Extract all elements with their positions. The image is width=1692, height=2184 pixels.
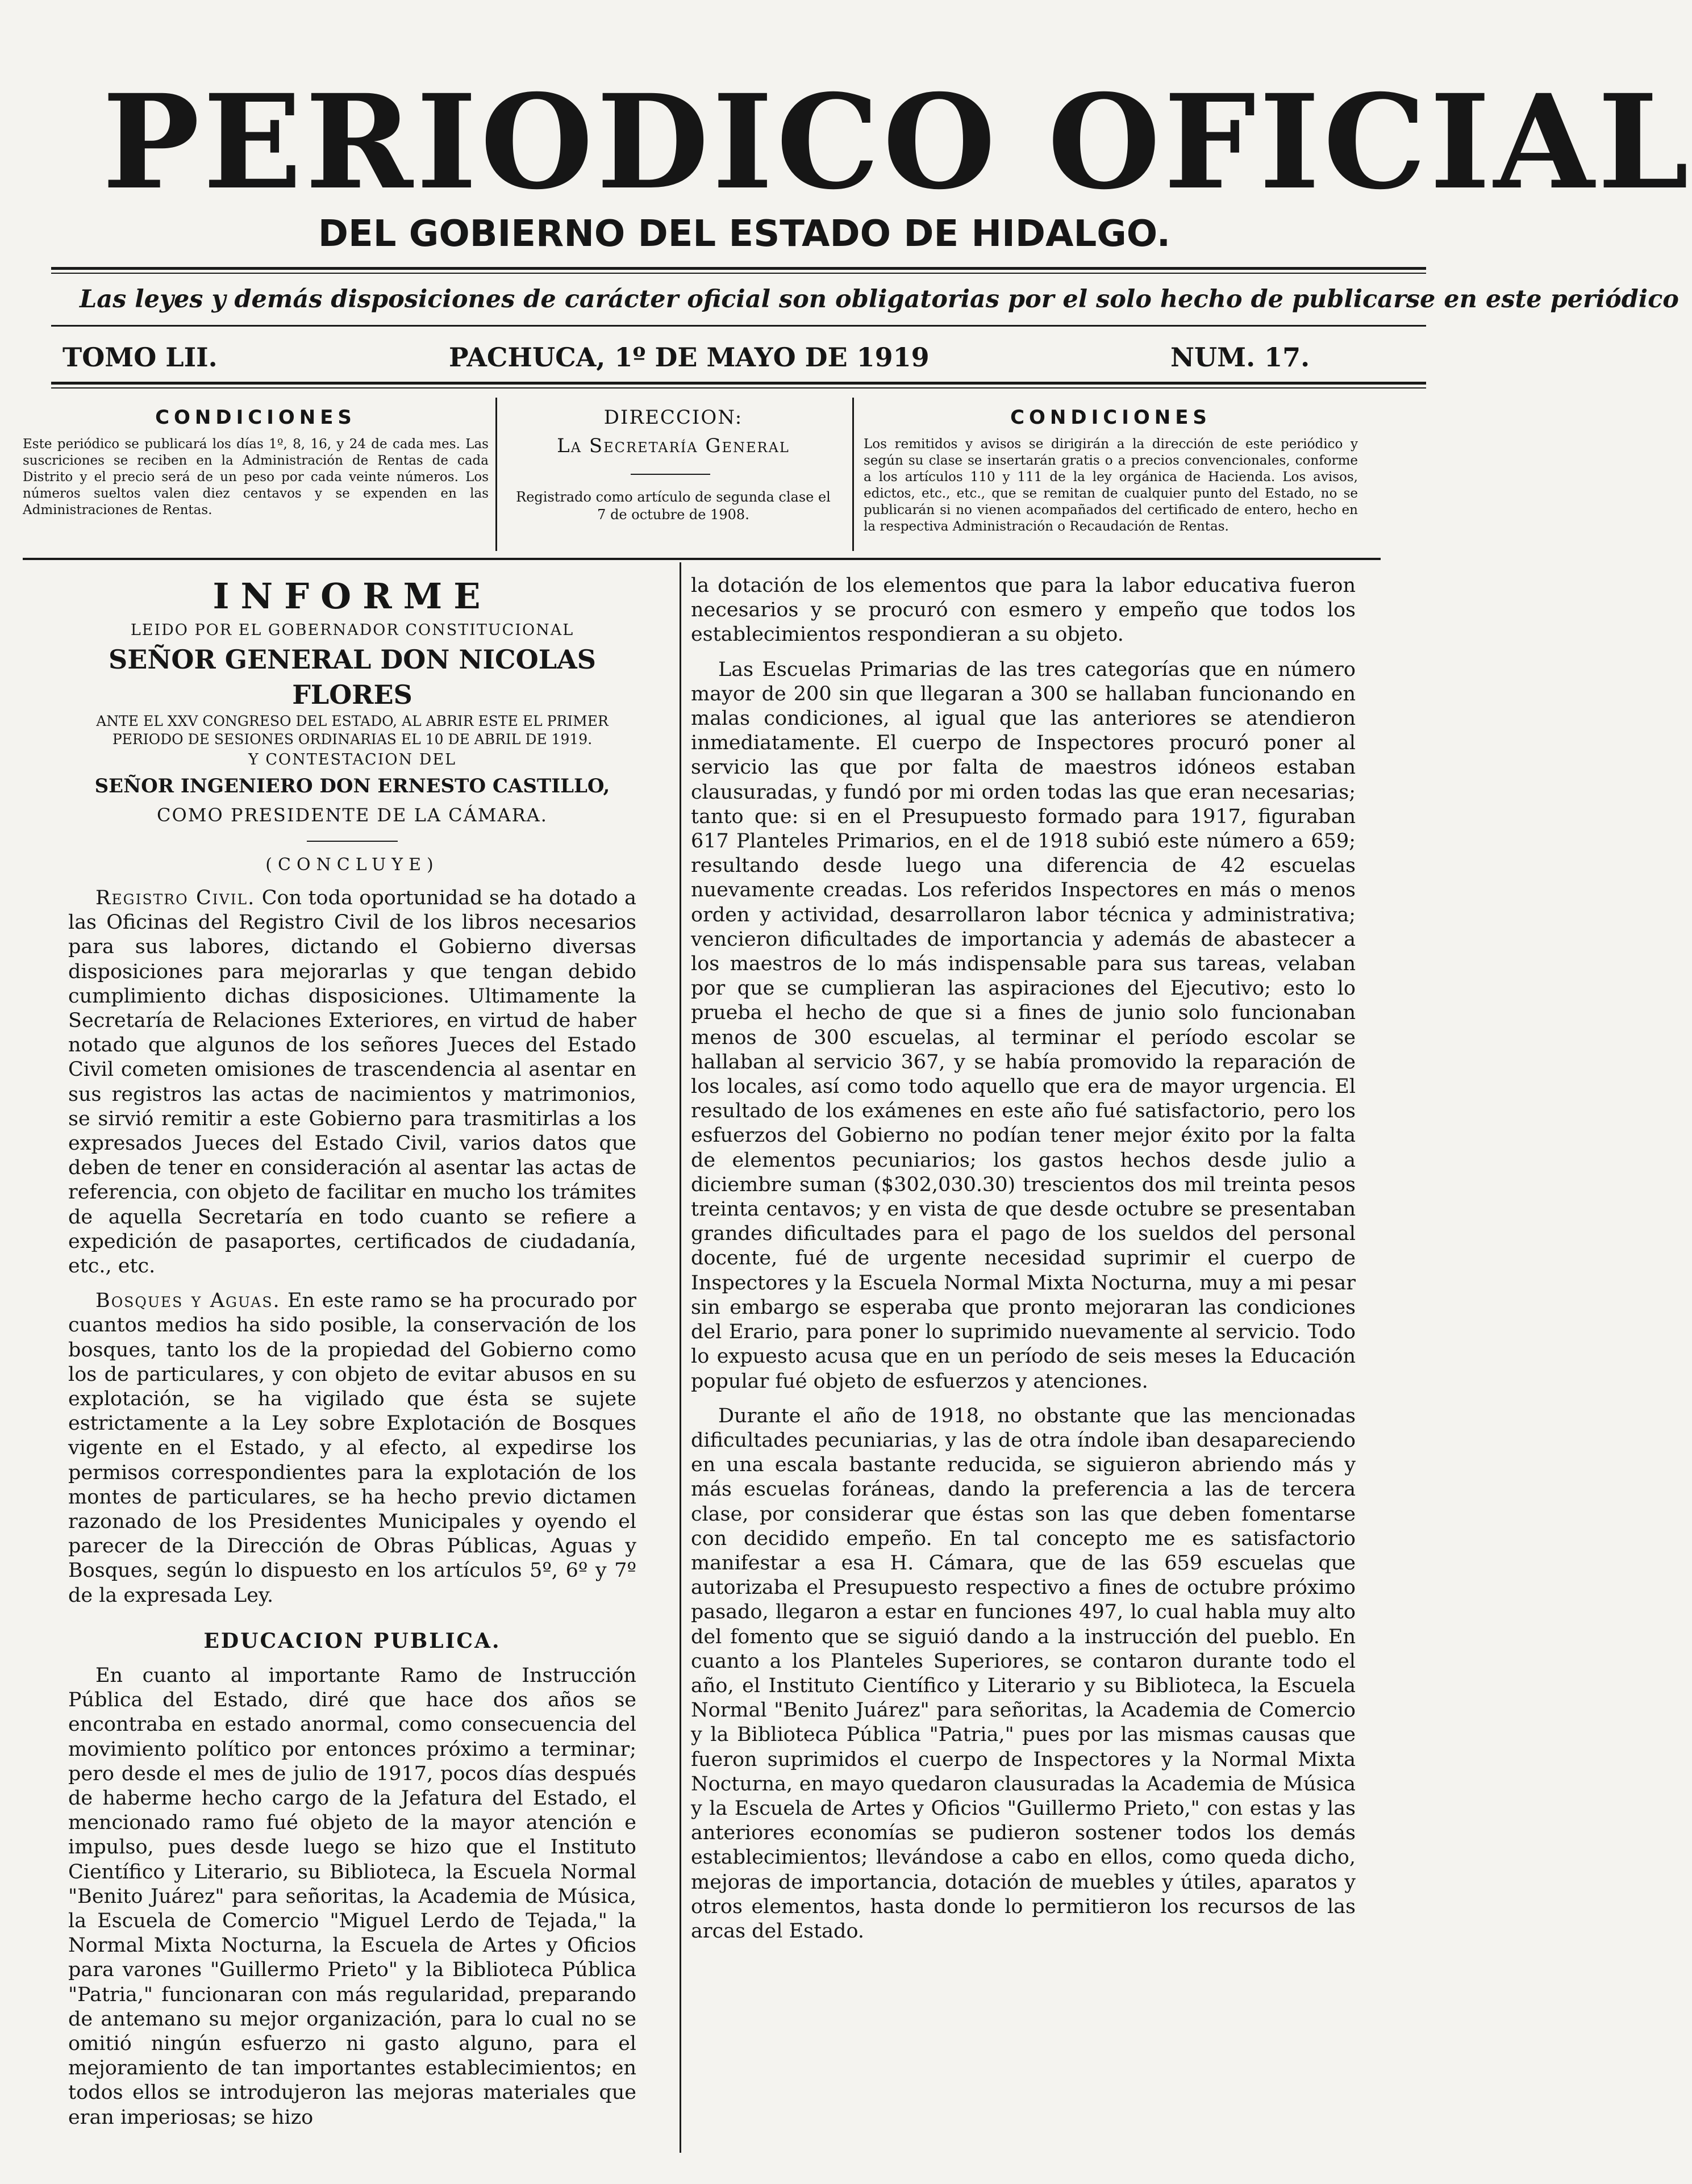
direction-rule: [631, 474, 710, 475]
informe-congress: ANTE EL XXV CONGRESO DEL ESTADO, AL ABRIR ESTE EL PRIMER PERIODO DE SESIONES ORDINARIAS EL 10 DE ABRIL DE 1919.: [96, 713, 609, 748]
direction-registro: Registrado como artículo de segunda clase el 7 de octubre de 1908.: [516, 489, 831, 523]
masthead-rule-top-thin: [51, 273, 1426, 274]
informe-concluye: (CONCLUYE): [265, 855, 439, 875]
left-column: [68, 574, 636, 2153]
issue-rule: [51, 382, 1426, 385]
direction-box: [506, 403, 841, 551]
registro-civil-paragraph: [68, 886, 636, 1279]
conditions-left-text: Este periódico se publicará los días 1º, 8, 16, y 24 de cada mes. Las suscriciones se reciben en la Administración de Rentas de cada Distrito y el precio será de un peso por cada veinte números. Los números sueltos valen diez centavos y se expenden en las Administraciones de Rentas.: [23, 437, 489, 517]
box-divider-2: [852, 398, 854, 551]
right-paragraph-2: Las Escuelas Primarias de las tres categorías que en número mayor de 200 sin que llegaran a 300 se hallaban funcionando en malas condiciones, al igual que las anteriores se atendieron inmediatamente. El cuerpo de Inspectores procuró poner al servicio las que por falta de maestros idóneos estaban clausuradas, y fundó por mi orden todas las que eran necesarias; tanto que: si en el Presupuesto formado para 1917, figuraban 617 Planteles Primarios, en el de 1918 subió este número a 659; resultando desde luego una diferencia de 42 escuelas nuevamente creadas. Los referidos Inspectores en más o menos orden y actividad, desarrollaron labor técnica y administrativa; vencieron dificultades de importancia y además de abastecer a los maestros de lo más indispensable para sus tareas, velaban por que se cumplieran las aspiraciones del Ejecutivo; esto lo prueba el hecho de que si a fines de junio solo funcionaban menos de 300 escuelas, al terminar el período escolar se hallaban al servicio 367, y se había promovido la reparación de los locales, así como todo aquello que era de mayor urgencia. El resultado de los exámenes en este año fué satisfactorio, pero los esfuerzos del Gobierno no podían tener mejor éxito por la falta de elementos pecuniarios; los gastos hechos desde julio a diciembre suman ($302,030.30) trescientos dos mil treinta pesos treinta centavos; y en vista de que desde octubre se presentaban grandes dificultades para el pago de los sueldos del personal docente, fué de urgente necesidad suprimir el cuerpo de Inspectores y la Escuela Normal Mixta Nocturna, muy a mi pesar sin embargo se esperaba que pronto mejoraran las condiciones del Erario, para poner lo suprimido nuevamente al servicio. Todo lo expuesto acusa que en un período de seis meses la Educación popular fué objeto de esfuerzos y atenciones.: [691, 658, 1356, 1393]
right-column: [691, 574, 1356, 2153]
informe-contestacion: Y CONTESTACION DEL: [248, 751, 457, 769]
volume-number: TOMO LII.: [62, 342, 218, 373]
educacion-heading: EDUCACION PUBLICA.: [203, 1628, 501, 1653]
bosques-aguas-text: En este ramo se ha procurado por cuantos medios ha sido posible, la conservación de los bosques, tanto los de la propiedad del Gobierno como los de particulares, y con objeto de evitar abusos en su explotación, se ha vigilado que ésta se sujete estrictamente a la Ley sobre Explotación de Bosques vigente en el Estado, y al efecto, al expedirse los permisos correspondientes para la explotación de los montes de particulares, se ha hecho previo dictamen razonado de los Presidentes Municipales y oyendo el parecer de la Dirección de Obras Públicas, Aguas y Bosques, según lo dispuesto en los artículos 5º, 6º y 7º de la expresada Ley.: [68, 1289, 636, 1607]
informe-rule: [307, 841, 398, 842]
conditions-left-title: CONDICIONES: [155, 406, 356, 429]
issue-date: PACHUCA, 1º DE MAYO DE 1919: [449, 342, 930, 373]
legal-notice: Las leyes y demás disposiciones de carácter oficial son obligatorias por el solo hecho de publicarse en este periódico: [80, 285, 1679, 314]
registro-civil-lead: Registro Civil.: [95, 887, 256, 909]
informe-leido: LEIDO POR EL GOBERNADOR CONSTITUCIONAL: [130, 621, 574, 639]
conditions-right-title: CONDICIONES: [1010, 406, 1211, 429]
newspaper-title: PERIODICO OFICIAL: [102, 66, 1692, 218]
bosques-aguas-paragraph: [68, 1289, 636, 1608]
informe-governor: SEÑOR GENERAL DON NICOLAS FLORES: [109, 644, 596, 710]
direction-title: DIRECCION:: [603, 406, 743, 429]
header-bottom-rule: [23, 558, 1381, 560]
conditions-right-text: Los remitidos y avisos se dirigirán a la dirección de este periódico y según su clase se insertarán gratis o a precios convencionales, conforme a los artículos 110 y 111 de la ley orgánica de Hacienda. Los avisos, edictos, etc., etc., que se remitan de cualquier punto del Estado, no se publicarán si no vienen acompañados del certificado de entero, hecho en la respectiva Administración o Recaudación de Rentas.: [864, 437, 1358, 534]
issue-number: NUM. 17.: [1170, 342, 1310, 373]
conditions-right-box: [864, 403, 1358, 551]
column-divider: [680, 562, 681, 2153]
informe-title: INFORME: [212, 575, 492, 617]
right-paragraph-3: Durante el año de 1918, no obstante que las mencionadas dificultades pecuniarias, y las de otra índole iban desapareciendo en una escala bastante reducida, se siguieron abriendo más y más escuelas foráneas, dando la preferencia a las de tercera clase, por considerar que éstas son las que deben fomentarse con decidido empeño. En tal concepto me es satisfactorio manifestar a esa H. Cámara, que de las 659 escuelas que autorizaba el Presupuesto respectivo a fines de octubre próximo pasado, llegaron a estar en funciones 497, lo cual habla muy alto del fomento que se siguió dando a la instrucción del pueblo. En cuanto a los Planteles Superiores, se contaron durante todo el año, el Instituto Científico y Literario y su Biblioteca, la Escuela Normal "Benito Juárez" para señoritas, la Academia de Comercio y la Biblioteca Pública "Patria," pues por las mismas causas que fueron suprimidos el cuerpo de Inspectores y la Normal Mixta Nocturna, en mayo quedaron clausuradas la Academia de Música y la Escuela de Artes y Oficios "Guillermo Prieto," con estas y las anteriores economías se pudieron sostener todos los demás establecimientos; llevándose a cabo en ellos, como queda dicho, mejoras de importancia, dotación de muebles y útiles, aparatos y otros elementos, hasta donde lo permitieron los recursos de las arcas del Estado.: [691, 1404, 1356, 1943]
masthead-rule-top: [51, 267, 1426, 270]
issue-rule-thin: [51, 387, 1426, 389]
educacion-paragraph: En cuanto al importante Ramo de Instrucción Pública del Estado, diré que hace dos años se encontraba en estado anormal, como consecuencia del movimiento político por entonces próximo a terminar; pero desde el mes de julio de 1917, pocos días después de haberme hecho cargo de la Jefatura del Estado, el mencionado ramo fué objeto de la mayor atención e impulso, pues desde luego se hizo que el Instituto Científico y Literario, su Biblioteca, la Escuela Normal "Benito Juárez" para señoritas, la Academia de Música, la Escuela de Comercio "Miguel Lerdo de Tejada," la Normal Mixta Nocturna, la Escuela de Artes y Oficios para varones "Guillermo Prieto" y la Biblioteca Pública "Patria," funcionaran con más regularidad, preparando de antemano su mejor organización, para lo cual no se omitió ningún esfuerzo ni gasto alguno, para el mejoramiento de tan importantes establecimientos; en todos ellos se introdujeron las mejoras materiales que eran imperiosas; se hizo: [68, 1664, 636, 2129]
registro-civil-text: Con toda oportunidad se ha dotado a las Oficinas del Registro Civil de los libros necesarios para sus labores, dictando el Gobierno diversas disposiciones para mejorarlas y que tengan debido cumplimiento dichas disposiciones. Ultimamente la Secretaría de Relaciones Exteriores, en virtud de haber notado que algunos de los señores Jueces del Estado Civil cometen omisiones de trascendencia al asentar en sus registros las actas de nacimientos y matrimonios, se sirvió remitir a este Gobierno para trasmitirlas a los expresados Jueces del Estado Civil, varios datos que deben de tener en consideración al asentar las actas de referencia, con objeto de facilitar en mucho los trámites de aquella Secretaría en todo cuanto se refiere a expedición de pasaportes, certificados de ciudadanía, etc., etc.: [68, 887, 636, 1278]
bosques-aguas-lead: Bosques y Aguas.: [95, 1289, 281, 1313]
box-divider-1: [495, 398, 497, 551]
direction-secretaria: La Secretaría General: [557, 435, 790, 457]
conditions-left-box: [23, 403, 489, 551]
right-paragraph-1: la dotación de los elementos que para la labor educativa fueron necesarios y se procuró con esmero y empeño que todos los establecimientos respondieran a su objeto.: [691, 574, 1356, 646]
newspaper-subtitle: DEL GOBIERNO DEL ESTADO DE HIDALGO.: [318, 213, 1171, 255]
informe-president: COMO PRESIDENTE DE LA CÁMARA.: [157, 804, 548, 826]
informe-engineer: SEÑOR INGENIERO DON ERNESTO CASTILLO,: [94, 775, 610, 797]
legal-notice-rule: [51, 325, 1426, 327]
